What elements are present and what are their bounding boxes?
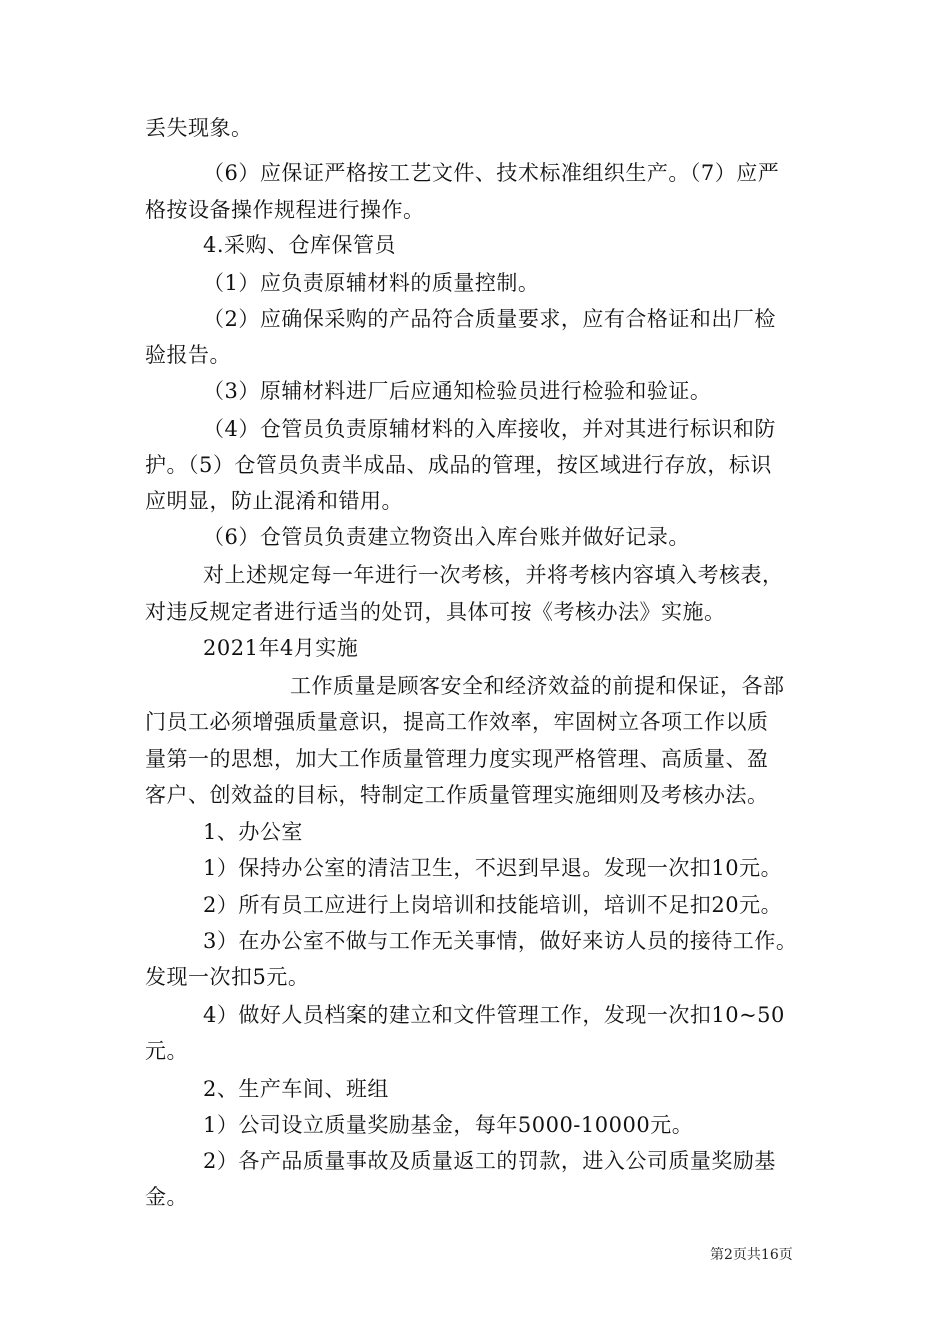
text-line: （6）应保证严格按工艺文件、技术标准组织生产。（7）应严 (203, 161, 780, 185)
text-line: 2）所有员工应进行上岗培训和技能培训，培训不足扣20元。 (203, 893, 783, 917)
text-line: 金。 (145, 1185, 188, 1209)
text-line: 量第一的思想，加大工作质量管理力度实现严格管理、高质量、盈 (145, 747, 769, 771)
text-line: 4）做好人员档案的建立和文件管理工作，发现一次扣10~50 (203, 1003, 785, 1027)
section-heading: 4.采购、仓库保管员 (203, 233, 397, 257)
text-line: 应明显，防止混淆和错用。 (145, 489, 403, 513)
text-line: （3）原辅材料进厂后应通知检验员进行检验和验证。 (203, 379, 712, 403)
text-line: （6）仓管员负责建立物资出入库台账并做好记录。 (203, 525, 690, 549)
text-line: 2）各产品质量事故及质量返工的罚款，进入公司质量奖励基 (203, 1149, 776, 1173)
text-line: 工作质量是顾客安全和经济效益的前提和保证，各部 (290, 674, 785, 698)
text-line: 门员工必须增强质量意识，提高工作效率，牢固树立各项工作以质 (145, 710, 769, 734)
text-line: 1）公司设立质量奖励基金，每年5000-10000元。 (203, 1113, 694, 1137)
date-line: 2021年4月实施 (203, 636, 359, 660)
text-line: 格按设备操作规程进行操作。 (145, 198, 425, 222)
text-line: 1）保持办公室的清洁卫生，不迟到早退。发现一次扣10元。 (203, 856, 783, 880)
text-line: 3）在办公室不做与工作无关事情，做好来访人员的接待工作。 (203, 929, 798, 953)
text-line: （1）应负责原辅材料的质量控制。 (203, 271, 540, 295)
text-line: 验报告。 (145, 343, 231, 367)
text-line: 护。（5）仓管员负责半成品、成品的管理，按区域进行存放，标识 (145, 453, 772, 477)
section-heading: 2、生产车间、班组 (203, 1077, 389, 1101)
page-number: 第2页共16页 (710, 1247, 793, 1263)
text-line: 客户、创效益的目标，特制定工作质量管理实施细则及考核办法。 (145, 783, 769, 807)
text-line: （2）应确保采购的产品符合质量要求，应有合格证和出厂检 (203, 307, 776, 331)
text-line: （4）仓管员负责原辅材料的入库接收，并对其进行标识和防 (203, 417, 776, 441)
text-line: 对上述规定每一年进行一次考核，并将考核内容填入考核表， (203, 563, 784, 587)
text-line: 丢失现象。 (145, 116, 253, 140)
section-heading: 1、办公室 (203, 820, 303, 844)
text-line: 对违反规定者进行适当的处罚，具体可按《考核办法》实施。 (145, 600, 726, 624)
text-line: 发现一次扣5元。 (145, 965, 310, 989)
text-line: 元。 (145, 1039, 188, 1063)
